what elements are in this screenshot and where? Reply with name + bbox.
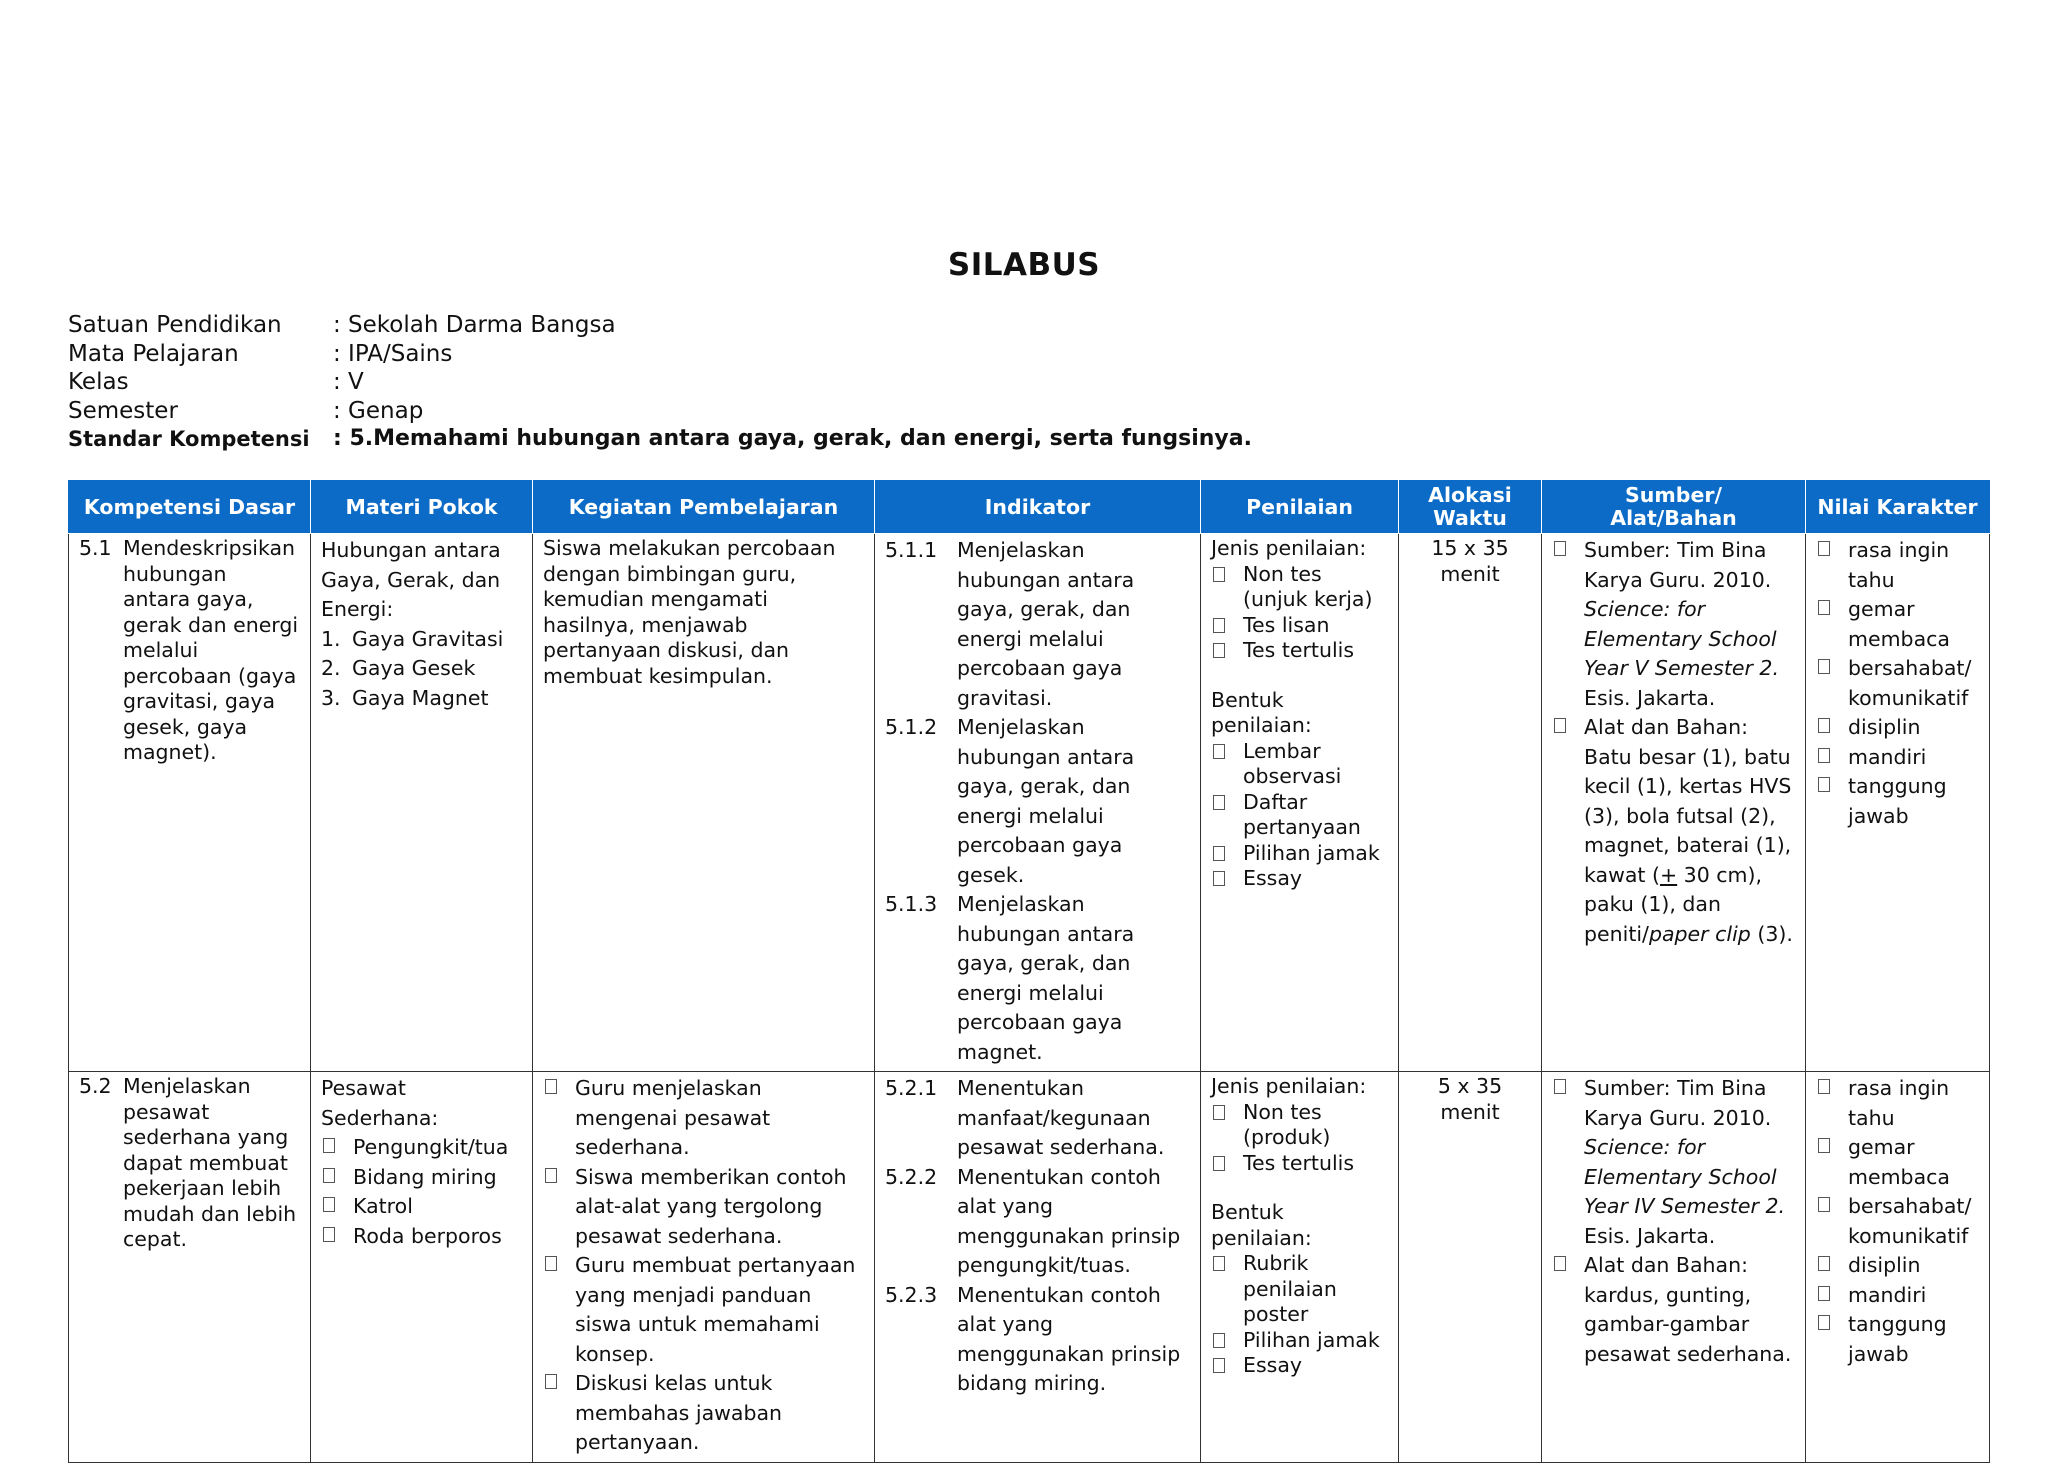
item-text: bersahabat/ komunikatif xyxy=(1848,1194,1972,1248)
checkbox-icon xyxy=(1818,600,1830,615)
cell-kegiatan xyxy=(533,534,875,1072)
materi-list xyxy=(321,1133,522,1251)
checkbox-icon xyxy=(1818,1197,1830,1212)
item-text: Lembar observasi xyxy=(1243,738,1342,788)
jenis-penilaian-list xyxy=(1211,1100,1388,1177)
header-nilai-karakter: Nilai Karakter xyxy=(1806,481,1990,534)
kd-number: 5.2 xyxy=(79,1074,112,1098)
checkbox-icon xyxy=(1213,744,1225,759)
list-item xyxy=(543,1074,864,1163)
item-text: Gaya Gravitasi xyxy=(352,626,504,651)
list-item xyxy=(1211,1100,1388,1151)
meta-label: Kelas xyxy=(68,369,129,395)
spacer xyxy=(1211,1176,1388,1200)
syllabus-table xyxy=(68,480,1990,1463)
kd-entry xyxy=(79,1074,300,1253)
checkbox-icon xyxy=(1818,541,1830,556)
cell-sumber xyxy=(1542,534,1806,1072)
meta-label: Standar Kompetensi xyxy=(68,427,310,451)
item-text: tanggung jawab xyxy=(1848,774,1947,828)
checkbox-icon xyxy=(1818,1286,1830,1301)
checkbox-icon xyxy=(1213,1156,1225,1171)
list-item xyxy=(321,1192,522,1222)
table-row xyxy=(69,534,1990,1072)
materi-title: Pesawat Sederhana: xyxy=(321,1076,439,1130)
checkbox-icon xyxy=(1213,846,1225,861)
item-text: Katrol xyxy=(353,1194,413,1218)
indikator-number: 5.1.1 xyxy=(885,538,938,562)
item-text: gemar membaca xyxy=(1848,1135,1950,1189)
item-text: Rubrik penilaian poster xyxy=(1243,1251,1337,1326)
sumber-list xyxy=(1552,536,1795,949)
item-text: tanggung jawab xyxy=(1848,1312,1947,1366)
header-penilaian: Penilaian xyxy=(1201,481,1399,534)
list-item xyxy=(1211,562,1388,613)
list-item xyxy=(1816,654,1979,713)
list-item xyxy=(321,625,522,655)
meta-value: : Sekolah Darma Bangsa xyxy=(333,312,616,338)
checkbox-icon xyxy=(323,1227,335,1242)
checkbox-icon xyxy=(545,1168,557,1183)
list-item xyxy=(321,1133,522,1163)
list-item xyxy=(1816,1310,1979,1369)
item-text: Daftar pertanyaan xyxy=(1243,789,1361,839)
meta-row-semester xyxy=(68,397,1252,426)
indikator-text: Menjelaskan hubungan antara gaya, gerak, dan energi melalui percobaan gaya gesek. xyxy=(957,715,1135,887)
checkbox-icon xyxy=(323,1138,335,1153)
list-item xyxy=(1211,841,1388,867)
list-item xyxy=(321,654,522,684)
item-text: Non tes (unjuk kerja) xyxy=(1243,561,1373,611)
item-text: Pilihan jamak xyxy=(1243,1327,1380,1352)
nilai-list xyxy=(1816,1074,1979,1369)
item-text: gemar membaca xyxy=(1848,597,1950,651)
list-item xyxy=(1816,1133,1979,1192)
cell-penilaian xyxy=(1201,534,1399,1072)
sumber-author: Sumber: Tim Bina Karya Guru. 2010. xyxy=(1584,1076,1772,1130)
checkbox-icon xyxy=(1213,567,1225,582)
kd-number: 5.1 xyxy=(79,536,112,560)
alokasi-unit: menit xyxy=(1440,1099,1500,1124)
bentuk-penilaian-list xyxy=(1211,1251,1388,1379)
list-item xyxy=(543,1251,864,1369)
alokasi-unit: menit xyxy=(1440,561,1500,586)
checkbox-icon xyxy=(1818,659,1830,674)
list-item xyxy=(1816,743,1979,773)
list-item xyxy=(1816,1074,1979,1133)
cell-indikator xyxy=(875,1072,1201,1463)
jenis-penilaian-label: Jenis penilaian: xyxy=(1211,536,1367,560)
sumber-text xyxy=(1584,536,1795,713)
checkbox-icon xyxy=(1554,1079,1566,1094)
cell-indikator xyxy=(875,534,1201,1072)
cell-penilaian xyxy=(1201,1072,1399,1463)
alat-list-d: (3). xyxy=(1757,921,1793,946)
item-text: rasa ingin tahu xyxy=(1848,1076,1950,1130)
checkbox-icon xyxy=(1213,1333,1225,1348)
checkbox-icon xyxy=(545,1374,557,1389)
list-item xyxy=(1816,713,1979,743)
checkbox-icon xyxy=(323,1197,335,1212)
meta-value: : 5.Memahami hubungan antara gaya, gerak, dan energi, serta fungsinya. xyxy=(333,426,1252,451)
bentuk-penilaian-list xyxy=(1211,739,1388,892)
jenis-penilaian-list xyxy=(1211,562,1388,664)
alokasi-value: 15 x 35 xyxy=(1431,536,1509,560)
nilai-list xyxy=(1816,536,1979,831)
list-item xyxy=(1211,1251,1388,1328)
cell-alokasi-waktu xyxy=(1399,1072,1542,1463)
alokasi-value: 5 x 35 xyxy=(1437,1074,1503,1098)
item-text: Roda berporos xyxy=(353,1223,502,1248)
alat-label: Alat dan Bahan: xyxy=(1584,715,1748,739)
item-text: Tes lisan xyxy=(1243,612,1330,637)
cell-alokasi-waktu xyxy=(1399,534,1542,1072)
cell-kompetensi-dasar xyxy=(69,1072,311,1463)
meta-value: : Genap xyxy=(333,397,424,424)
header-alokasi-line2: Waktu xyxy=(1433,506,1507,530)
meta-row-mapel xyxy=(68,340,1252,369)
table-header-row xyxy=(69,481,1990,534)
list-item xyxy=(1211,790,1388,841)
item-text: rasa ingin tahu xyxy=(1848,538,1950,592)
indikator-number: 5.1.3 xyxy=(885,892,938,916)
list-item xyxy=(1211,1328,1388,1354)
bentuk-penilaian-label: Bentuk penilaian: xyxy=(1211,1200,1312,1250)
cell-kompetensi-dasar xyxy=(69,534,311,1072)
cell-nilai-karakter xyxy=(1806,1072,1990,1463)
list-item xyxy=(1816,1192,1979,1251)
indikator-item xyxy=(885,1163,1190,1281)
checkbox-icon xyxy=(1554,1256,1566,1271)
cell-sumber xyxy=(1542,1072,1806,1463)
list-item xyxy=(1816,1251,1979,1281)
item-text: Essay xyxy=(1243,866,1303,890)
sumber-book-title: Science: for Elementary School Year IV Semester 2. xyxy=(1584,1135,1786,1218)
indikator-item xyxy=(885,890,1190,1067)
indikator-item xyxy=(885,713,1190,890)
checkbox-icon xyxy=(1213,1358,1225,1373)
checkbox-icon xyxy=(545,1256,557,1271)
cell-materi-pokok xyxy=(311,1072,533,1463)
list-item xyxy=(1552,1251,1795,1369)
syllabus-meta xyxy=(68,311,1252,454)
indikator-text: Menjelaskan hubungan antara gaya, gerak, dan energi melalui percobaan gaya gravitasi. xyxy=(957,538,1135,710)
indikator-text: Menentukan contoh alat yang menggunakan prinsip bidang miring. xyxy=(957,1282,1181,1395)
item-text: mandiri xyxy=(1848,744,1927,769)
indikator-item xyxy=(885,1074,1190,1163)
checkbox-icon xyxy=(1213,871,1225,886)
header-alokasi-waktu xyxy=(1399,481,1542,534)
checkbox-icon xyxy=(1818,718,1830,733)
list-item xyxy=(1211,1151,1388,1177)
list-item xyxy=(1816,772,1979,831)
meta-label: Mata Pelajaran xyxy=(68,340,239,367)
sumber-book-title: Science: for Elementary School Year V Semester 2. xyxy=(1584,597,1779,680)
indikator-text: Menjelaskan hubungan antara gaya, gerak, dan energi melalui percobaan gaya magnet. xyxy=(957,892,1135,1064)
cell-materi-pokok xyxy=(311,534,533,1072)
header-sumber-line2: Alat/Bahan xyxy=(1610,506,1737,530)
indikator-text: Menentukan manfaat/kegunaan pesawat sederhana. xyxy=(957,1076,1165,1159)
kd-text: Mendeskripsikan hubungan antara gaya, gerak dan energi melalui percobaan (gaya gravitasi, gaya gesek, gaya magnet). xyxy=(123,536,299,764)
checkbox-icon xyxy=(1213,1105,1225,1120)
indikator-number: 5.2.2 xyxy=(885,1164,938,1189)
item-text: Diskusi kelas untuk membahas jawaban pertanyaan. xyxy=(575,1371,783,1454)
item-text: Tes tertulis xyxy=(1243,638,1355,662)
list-item xyxy=(543,1163,864,1252)
meta-label: Satuan Pendidikan xyxy=(68,312,282,338)
item-number: 2. xyxy=(321,656,341,680)
checkbox-icon xyxy=(1818,1138,1830,1153)
meta-row-standar-kompetensi xyxy=(68,425,1252,454)
plus-minus-symbol: + xyxy=(1659,862,1678,887)
list-item xyxy=(321,1222,522,1252)
jenis-penilaian-label: Jenis penilaian: xyxy=(1211,1074,1367,1098)
list-item xyxy=(1816,595,1979,654)
indikator-number: 5.1.2 xyxy=(885,715,938,739)
meta-label: Semester xyxy=(68,397,178,424)
alat-list: kardus, gunting, gambar-gambar pesawat sederhana. xyxy=(1584,1282,1792,1366)
item-text: Siswa memberikan contoh alat-alat yang tergolong pesawat sederhana. xyxy=(575,1164,847,1248)
checkbox-icon xyxy=(1213,1256,1225,1271)
header-kompetensi-dasar: Kompetensi Dasar xyxy=(69,481,311,534)
list-item xyxy=(543,1369,864,1458)
bentuk-penilaian-label: Bentuk penilaian: xyxy=(1211,687,1312,737)
header-alokasi-line1: Alokasi xyxy=(1428,483,1512,507)
sumber-publisher: Esis. Jakarta. xyxy=(1584,685,1716,710)
item-text: bersahabat/ komunikatif xyxy=(1848,656,1972,710)
header-kegiatan: Kegiatan Pembelajaran xyxy=(533,481,875,534)
item-text: Gaya Gesek xyxy=(352,656,476,680)
sumber-author: Sumber: Tim Bina Karya Guru. 2010. xyxy=(1584,538,1772,592)
indikator-text: Menentukan contoh alat yang menggunakan prinsip pengungkit/tuas. xyxy=(957,1164,1181,1277)
item-text: Essay xyxy=(1243,1353,1303,1377)
meta-row-satuan xyxy=(68,311,1252,340)
checkbox-icon xyxy=(1213,643,1225,658)
list-item xyxy=(321,684,522,714)
meta-value: : V xyxy=(333,369,364,395)
indikator-number: 5.2.3 xyxy=(885,1282,938,1307)
item-text: mandiri xyxy=(1848,1282,1927,1307)
materi-title: Hubungan antara Gaya, Gerak, dan Energi: xyxy=(321,538,501,621)
checkbox-icon xyxy=(545,1079,557,1094)
indikator-item xyxy=(885,536,1190,713)
cell-kegiatan xyxy=(533,1072,875,1463)
item-text: Pilihan jamak xyxy=(1243,840,1380,865)
kd-entry xyxy=(79,536,300,766)
checkbox-icon xyxy=(1818,1256,1830,1271)
sumber-list xyxy=(1552,1074,1795,1369)
list-item xyxy=(1552,713,1795,949)
checkbox-icon xyxy=(1554,541,1566,556)
list-item xyxy=(1552,1074,1795,1251)
header-sumber-line1: Sumber/ xyxy=(1625,483,1722,507)
cell-nilai-karakter xyxy=(1806,534,1990,1072)
alat-label: Alat dan Bahan: xyxy=(1584,1253,1748,1277)
kegiatan-text: Siswa melakukan percobaan dengan bimbingan guru, kemudian mengamati hasilnya, menjawab pertanyaan diskusi, dan membuat kesimpulan. xyxy=(543,536,836,688)
alat-text xyxy=(1584,1251,1795,1369)
header-sumber xyxy=(1542,481,1806,534)
checkbox-icon xyxy=(1213,795,1225,810)
list-item xyxy=(1211,866,1388,892)
list-item xyxy=(1211,638,1388,664)
list-item xyxy=(1211,1353,1388,1379)
item-text: Gaya Magnet xyxy=(352,685,489,710)
item-text: disiplin xyxy=(1848,715,1921,739)
indikator-item xyxy=(885,1281,1190,1399)
indikator-number: 5.2.1 xyxy=(885,1076,938,1100)
item-text: Guru membuat pertanyaan yang menjadi panduan siswa untuk memahami konsep. xyxy=(575,1253,856,1366)
item-text: Bidang miring xyxy=(353,1164,497,1189)
list-item xyxy=(1552,536,1795,713)
alat-list-c: paper clip xyxy=(1648,921,1751,946)
spacer xyxy=(1211,664,1388,688)
sumber-publisher: Esis. Jakarta. xyxy=(1584,1223,1716,1248)
checkbox-icon xyxy=(1818,777,1830,792)
list-item xyxy=(321,1163,522,1193)
item-text: Pengungkit/tua xyxy=(353,1135,509,1159)
header-materi-pokok: Materi Pokok xyxy=(311,481,533,534)
kd-text: Menjelaskan pesawat sederhana yang dapat membuat pekerjaan lebih mudah dan lebih cepat. xyxy=(123,1074,297,1251)
checkbox-icon xyxy=(1554,718,1566,733)
checkbox-icon xyxy=(1818,748,1830,763)
checkbox-icon xyxy=(1213,618,1225,633)
item-text: Guru menjelaskan mengenai pesawat sederhana. xyxy=(575,1076,771,1159)
table-row xyxy=(69,1072,1990,1463)
item-text: Tes tertulis xyxy=(1243,1150,1355,1175)
meta-row-kelas xyxy=(68,368,1252,397)
alat-list-b: 30 cm), paku (1), dan peniti/ xyxy=(1584,862,1763,946)
checkbox-icon xyxy=(323,1168,335,1183)
item-number: 1. xyxy=(321,626,341,651)
item-number: 3. xyxy=(321,685,341,710)
checkbox-icon xyxy=(1818,1315,1830,1330)
materi-list xyxy=(321,625,522,714)
list-item xyxy=(1816,1281,1979,1311)
checkbox-icon xyxy=(1818,1079,1830,1094)
item-text: disiplin xyxy=(1848,1253,1921,1277)
list-item xyxy=(1211,613,1388,639)
alat-text xyxy=(1584,713,1795,949)
alat-list-a: Batu besar (1), batu kecil (1), kertas HVS (3), bola futsal (2), magnet, baterai (1), kawat ( xyxy=(1584,744,1792,887)
meta-value: : IPA/Sains xyxy=(333,340,453,367)
item-text: Non tes (produk) xyxy=(1243,1099,1331,1149)
kegiatan-list xyxy=(543,1074,864,1458)
list-item xyxy=(1816,536,1979,595)
sumber-text xyxy=(1584,1074,1795,1251)
header-indikator: Indikator xyxy=(875,481,1201,534)
list-item xyxy=(1211,739,1388,790)
document-title: SILABUS xyxy=(947,247,1101,283)
